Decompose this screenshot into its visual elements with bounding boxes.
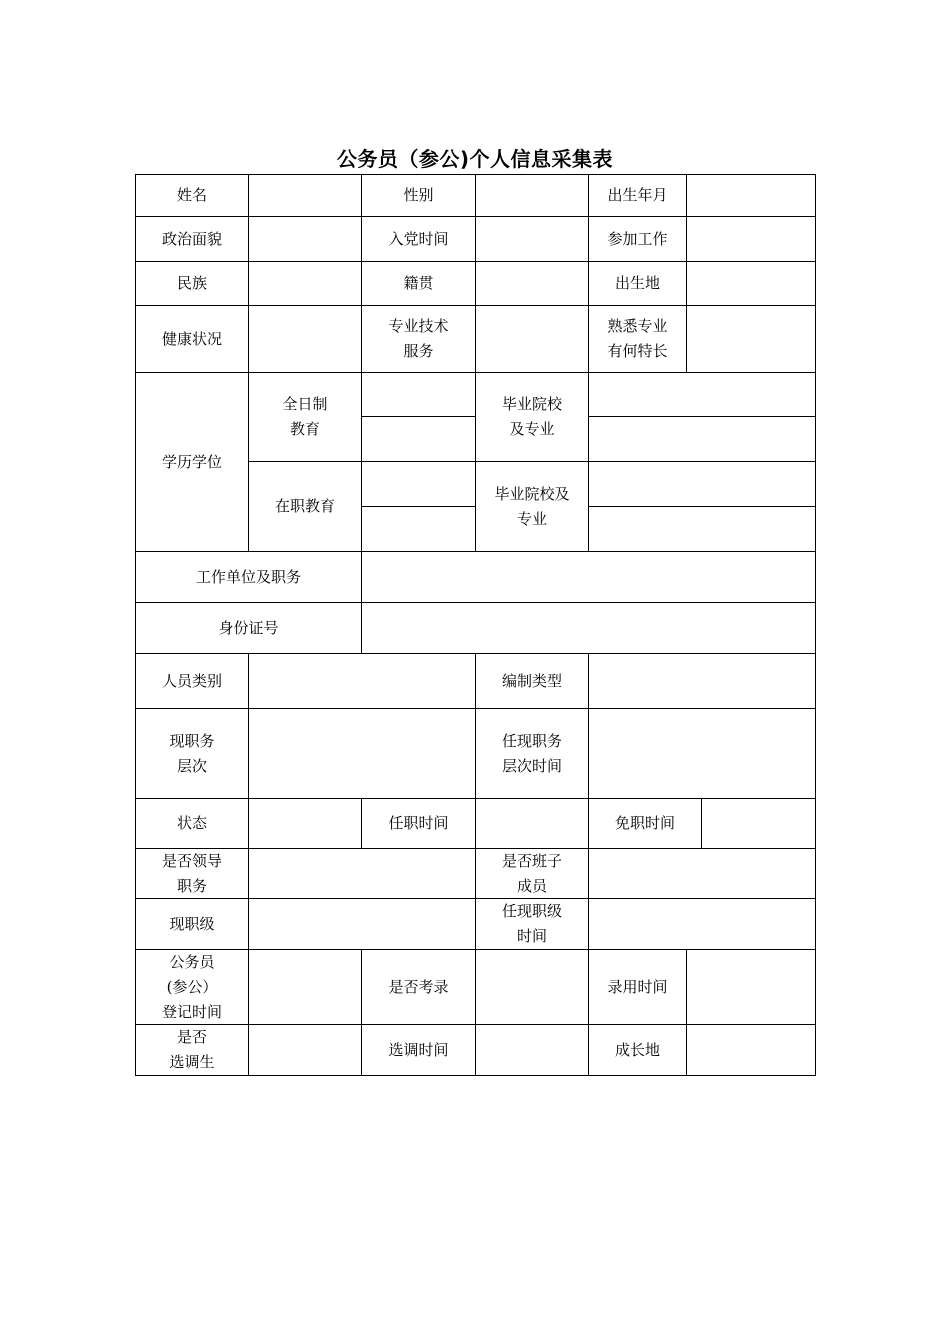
label-political: 政治面貌	[135, 216, 249, 262]
tech-title-field[interactable]	[475, 305, 589, 373]
label-work-start: 参加工作	[588, 216, 687, 262]
political-field[interactable]	[248, 216, 362, 262]
current-post-level-field[interactable]	[248, 708, 476, 799]
label-fulltime-school: 毕业院校 及专业	[475, 372, 589, 462]
label-dismiss-time: 免职时间	[588, 798, 702, 849]
post-level-time-field[interactable]	[588, 708, 816, 799]
dismiss-time-field[interactable]	[701, 798, 816, 849]
label-rank-time: 任现职级 时间	[475, 898, 589, 950]
fulltime-school-field-1[interactable]	[588, 372, 816, 417]
page-title: 公务员（参公)个人信息采集表	[336, 147, 614, 171]
name-field[interactable]	[248, 174, 362, 217]
label-id-number: 身份证号	[135, 602, 362, 654]
appoint-time-field[interactable]	[475, 798, 589, 849]
hire-time-field[interactable]	[686, 949, 816, 1025]
party-date-field[interactable]	[475, 216, 589, 262]
staffing-type-field[interactable]	[588, 653, 816, 709]
work-unit-field[interactable]	[361, 551, 816, 603]
label-register-time: 公务员 (参公） 登记时间	[135, 949, 249, 1025]
ethnicity-field[interactable]	[248, 261, 362, 306]
label-health: 健康状况	[135, 305, 249, 373]
label-is-leader: 是否领导 职务	[135, 848, 249, 899]
label-birthplace: 出生地	[588, 261, 687, 306]
label-education: 学历学位	[135, 372, 249, 552]
label-birth: 出生年月	[588, 174, 687, 217]
label-selection-time: 选调时间	[361, 1024, 476, 1076]
label-inservice-education: 在职教育	[248, 461, 362, 552]
inservice-school-field-2[interactable]	[588, 506, 816, 552]
label-status: 状态	[135, 798, 249, 849]
label-staffing-type: 编制类型	[475, 653, 589, 709]
label-current-rank: 现职级	[135, 898, 249, 950]
status-field[interactable]	[248, 798, 362, 849]
inservice-school-field-1[interactable]	[588, 461, 816, 507]
is-exam-field[interactable]	[475, 949, 589, 1025]
selection-time-field[interactable]	[475, 1024, 589, 1076]
fulltime-degree-field-2[interactable]	[361, 416, 476, 462]
gender-field[interactable]	[475, 174, 589, 217]
label-is-selected: 是否 选调生	[135, 1024, 249, 1076]
label-ethnicity: 民族	[135, 261, 249, 306]
is-team-member-field[interactable]	[588, 848, 816, 899]
label-appoint-time: 任职时间	[361, 798, 476, 849]
inservice-degree-field-1[interactable]	[361, 461, 476, 507]
label-post-level-time: 任现职务 层次时间	[475, 708, 589, 799]
label-work-unit: 工作单位及职务	[135, 551, 362, 603]
label-gender: 性别	[361, 174, 476, 217]
label-name: 姓名	[135, 174, 249, 217]
health-field[interactable]	[248, 305, 362, 373]
label-personnel-type: 人员类别	[135, 653, 249, 709]
fulltime-school-field-2[interactable]	[588, 416, 816, 462]
label-fulltime-education: 全日制 教育	[248, 372, 362, 462]
is-leader-field[interactable]	[248, 848, 476, 899]
label-is-team-member: 是否班子 成员	[475, 848, 589, 899]
birthplace-field[interactable]	[686, 261, 816, 306]
fulltime-degree-field-1[interactable]	[361, 372, 476, 417]
work-start-field[interactable]	[686, 216, 816, 262]
is-selected-field[interactable]	[248, 1024, 362, 1076]
id-number-field[interactable]	[361, 602, 816, 654]
label-current-post-level: 现职务 层次	[135, 708, 249, 799]
specialty-field[interactable]	[686, 305, 816, 373]
label-grow-place: 成长地	[588, 1024, 687, 1076]
inservice-degree-field-2[interactable]	[361, 506, 476, 552]
grow-place-field[interactable]	[686, 1024, 816, 1076]
register-time-field[interactable]	[248, 949, 362, 1025]
birth-field[interactable]	[686, 174, 816, 217]
label-party-date: 入党时间	[361, 216, 476, 262]
label-is-exam: 是否考录	[361, 949, 476, 1025]
label-tech-title: 专业技术 服务	[361, 305, 476, 373]
current-rank-field[interactable]	[248, 898, 476, 950]
native-place-field[interactable]	[475, 261, 589, 306]
label-hire-time: 录用时间	[588, 949, 687, 1025]
label-inservice-school: 毕业院校及 专业	[475, 461, 589, 552]
label-specialty: 熟悉专业 有何特长	[588, 305, 687, 373]
label-native-place: 籍贯	[361, 261, 476, 306]
rank-time-field[interactable]	[588, 898, 816, 950]
personnel-type-field[interactable]	[248, 653, 476, 709]
